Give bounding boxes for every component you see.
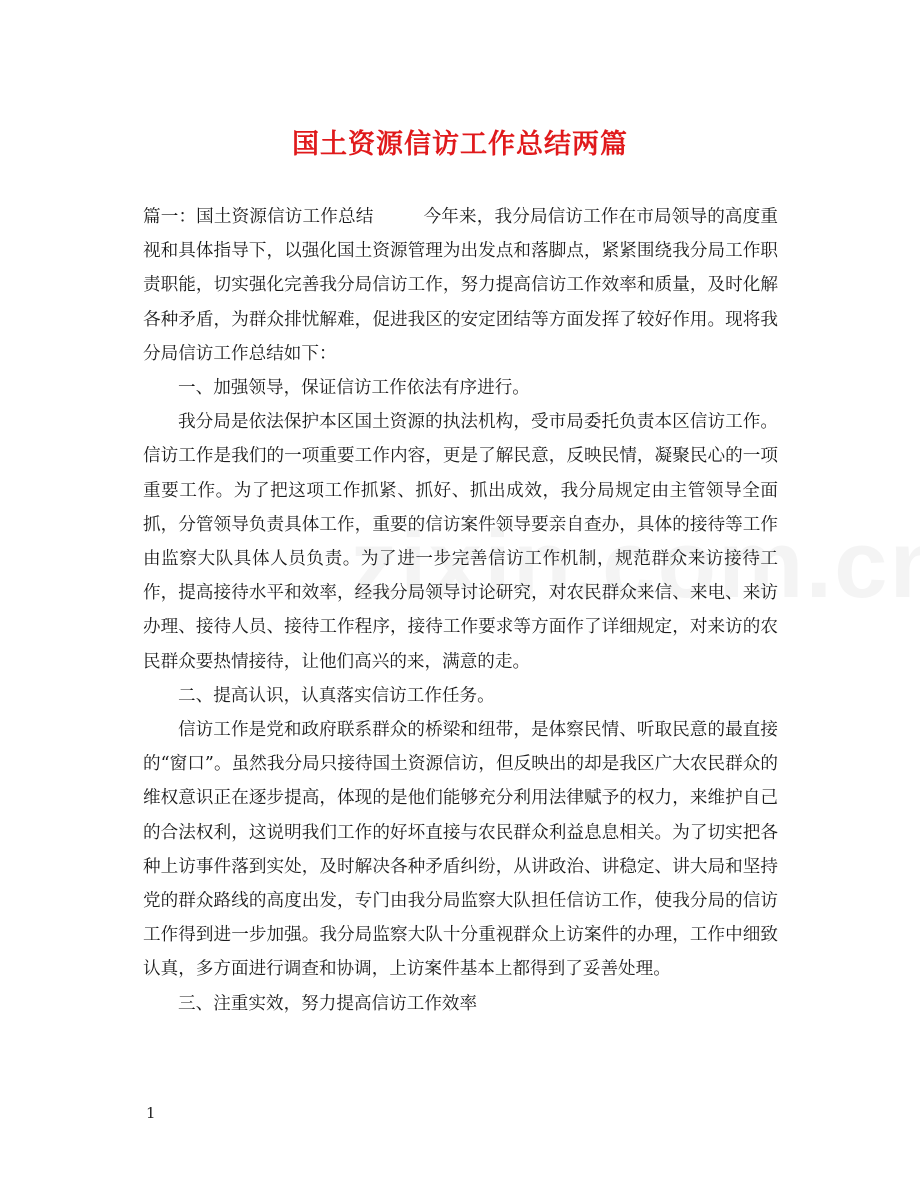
document-title: 国土资源信访工作总结两篇 — [292, 129, 628, 160]
page-number: 1 — [146, 1104, 156, 1122]
intro-heading: 篇一：国土资源信访工作总结 — [143, 207, 374, 227]
intro-paragraph — [143, 200, 778, 371]
document-body — [143, 200, 778, 1021]
section-1-heading: 一、加强领导，保证信访工作依法有序进行。 — [178, 378, 530, 399]
section-3-heading: 三、注重实效，努力提高信访工作效率 — [178, 993, 478, 1014]
intro-text: 今年来，我分局信访工作在市局领导的高度重视和具体指导下，以强化国土资源管理为出发点和落脚点，紧紧围绕我分局工作职责职能，切实强化完善我分局信访工作，努力提高信访工作效率和质量，及时化解各种矛盾，为群众排忧解难，促进我区的安定团结等方面发挥了较好作用。现将我分局信访工作总结如下： — [143, 207, 778, 364]
section-2-paragraph: 信访工作是党和政府联系群众的桥梁和纽带，是体察民情、听取民意的最直接的“窗口”。虽然我分局只接待国土资源信访，但反映出的却是我区广大农民群众的维权意识正在逐步提高，体现的是他们能够充分利用法律赋予的权力，来维护自己的合法权利，这说明我们工作的好坏直接与农民群众利益息息相关。为了切实把各种上访事件落到实处，及时解决各种矛盾纠纷，从讲政治、讲稳定、讲大局和坚持党的群众路线的高度出发，专门由我分局监察大队担任信访工作，使我分局的信访工作得到进一步加强。我分局监察大队十分重视群众上访案件的办理，工作中细致认真，多方面进行调查和协调，上访案件基本上都得到了妥善处理。 — [143, 720, 778, 980]
section-2-heading: 二、提高认识，认真落实信访工作任务。 — [178, 685, 495, 706]
section-1-paragraph: 我分局是依法保护本区国土资源的执法机构，受市局委托负责本区信访工作。信访工作是我们的一项重要工作内容，更是了解民意，反映民情，凝聚民心的一项重要工作。为了把这项工作抓紧、抓好、抓出成效，我分局规定由主管领导全面抓，分管领导负责具体工作，重要的信访案件领导要亲自查办，具体的接待等工作由监察大队具体人员负责。为了进一步完善信访工作机制，规范群众来访接待工作，提高接待水平和效率，经我分局领导讨论研究，对农民群众来信、来电、来访办理、接待人员、接待工作程序，接待工作要求等方面作了详细规定，对来访的农民群众要热情接待，让他们高兴的来，满意的走。 — [143, 412, 778, 672]
